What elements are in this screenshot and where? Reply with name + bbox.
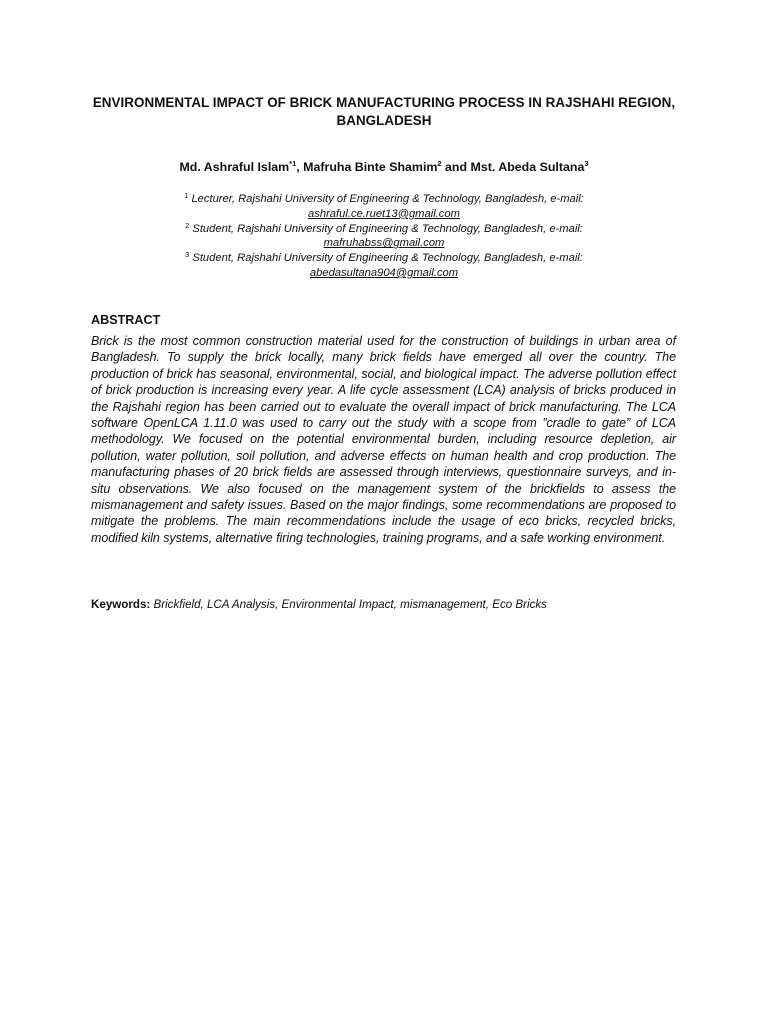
keywords-text: Brickfield, LCA Analysis, Environmental Impact, mismanagement, Eco Bricks	[153, 598, 547, 611]
affiliation-text: Lecturer, Rajshahi University of Engineering & Technology, Bangladesh, e-mail:	[191, 193, 584, 205]
affiliation-text: Student, Rajshahi University of Engineering & Technology, Bangladesh, e-mail:	[192, 252, 583, 265]
email-link[interactable]: ashraful.ce.ruet13@gmail.com	[308, 207, 460, 220]
paper-title: ENVIRONMENTAL IMPACT OF BRICK MANUFACTURING PROCESS IN RAJSHAHI REGION, BANGLADESH	[92, 95, 676, 128]
author-name: Md. Ashraful Islam	[179, 160, 290, 174]
affiliation-number: 3	[185, 250, 190, 260]
author-line	[80, 159, 688, 175]
affiliation-number: 2	[185, 220, 190, 230]
author-separator: and	[441, 160, 471, 174]
keywords-line	[91, 597, 676, 613]
author-name: Mafruha Binte Shamim	[303, 160, 438, 174]
email-link[interactable]: abedasultana904@gmail.com	[309, 266, 459, 279]
author-mark: *1	[289, 159, 297, 168]
affiliation-text: Student, Rajshahi University of Engineering & Technology, Bangladesh, e-mail:	[192, 222, 583, 235]
abstract-heading: ABSTRACT	[91, 313, 161, 327]
abstract-text: Brick is the most common construction material used for the construction of buildings in urban area of Bangladesh. To supply the brick locally, many brick fields have emerged all over the country. The production of brick has seasonal, environmental, social, and biological impact. The adverse pollution effect of brick production is increasing every year. A life cycle assessment (LCA) analysis of bricks produced in the Rajshahi region has been carried out to evaluate the overall impact of brick manufacturing. The LCA software OpenLCA 1.11.0 was used to carry out the study with a scope from ”cradle to gate” of LCA methodology. We focused on the potential environmental burden, including resource depletion, air pollution, water pollution, soil pollution, and adverse effects on human health and crop production. The manufacturing phases of 20 brick fields are assessed through interviews, questionnaire surveys, and in-situ observations. We also focused on the management system of the brickfields to assess the mismanagement and safety issues. Based on the major findings, some recommendations are proposed to mitigate the problems. The main recommendations include the usage of eco bricks, recycled bricks, modified kiln systems, alternative firing technologies, training programs, and a safe working environment.	[91, 334, 676, 545]
affiliations	[80, 192, 688, 281]
affiliation-number: 1	[184, 191, 189, 200]
author-mark: 2	[437, 159, 442, 168]
author-mark: 3	[584, 159, 589, 168]
affiliation-line	[80, 251, 688, 266]
email-link[interactable]: mafruhabss@gmail.com	[323, 237, 445, 250]
affiliation-line	[80, 192, 688, 207]
affiliation-line	[80, 222, 688, 237]
keywords-label: Keywords:	[91, 598, 151, 611]
author-name: Mst. Abeda Sultana	[470, 160, 585, 174]
author-separator: ,	[296, 160, 304, 174]
